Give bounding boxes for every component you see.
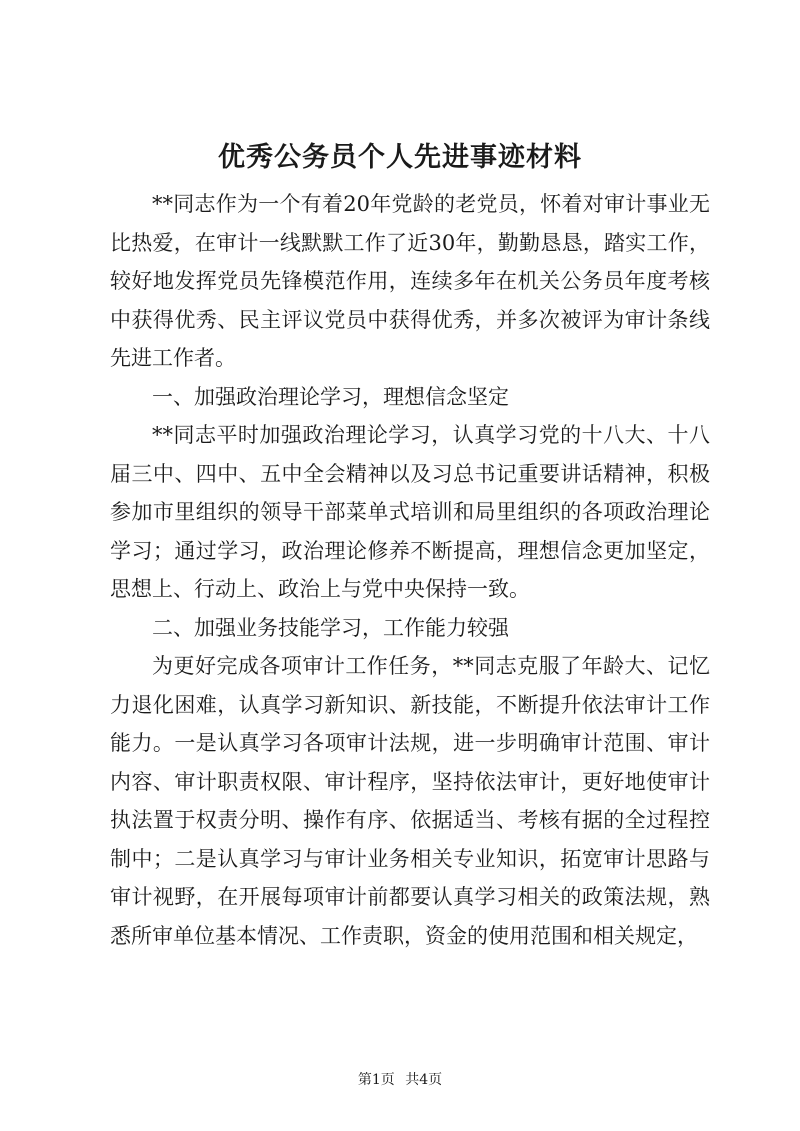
document-title: 优秀公务员个人先进事迹材料 — [218, 142, 582, 173]
paragraph-intro: **同志作为一个有着20年党龄的老党员，怀着对审计事业无比热爱，在审计一线默默工作了近30年，勤勤恳恳，踏实工作，较好地发挥党员先锋模范作用，连续多年在机关公务员年度考核中获得优秀、民主评议党员中获得优秀，并多次被评为审计条线先进工作者。 — [110, 192, 710, 370]
page-footer — [0, 1070, 800, 1090]
document-body — [110, 185, 710, 955]
section-heading-2: 二、加强业务技能学习，工作能力较强 — [152, 615, 509, 640]
paragraph-section-1: **同志平时加强政治理论学习，认真学习党的十八大、十八届三中、四中、五中全会精神以及习总书记重要讲话精神，积极参加市里组织的领导干部菜单式培训和局里组织的各项政治理论学习；通过学习，政治理论修养不断提高，理想信念更加坚定，思想上、行动上、政治上与党中央保持一致。 — [110, 423, 710, 601]
page-number: 第1页 — [357, 1072, 395, 1088]
section-heading-1: 一、加强政治理论学习，理想信念坚定 — [152, 384, 509, 409]
paragraph-section-2: 为更好完成各项审计工作任务，**同志克服了年龄大、记忆力退化困难，认真学习新知识、新技能，不断提升依法审计工作能力。一是认真学习各项审计法规，进一步明确审计范围、审计内容、审计职责权限、审计程序，坚持依法审计，更好地使审计执法置于权责分明、操作有序、依据适当、考核有据的全过程控制中；二是认真学习与审计业务相关专业知识，拓宽审计思路与审计视野，在开展每项审计前都要认真学习相关的政策法规，熟悉所审单位基本情况、工作责职，资金的使用范围和相关规定， — [110, 654, 710, 948]
page-total: 共4页 — [405, 1072, 443, 1088]
